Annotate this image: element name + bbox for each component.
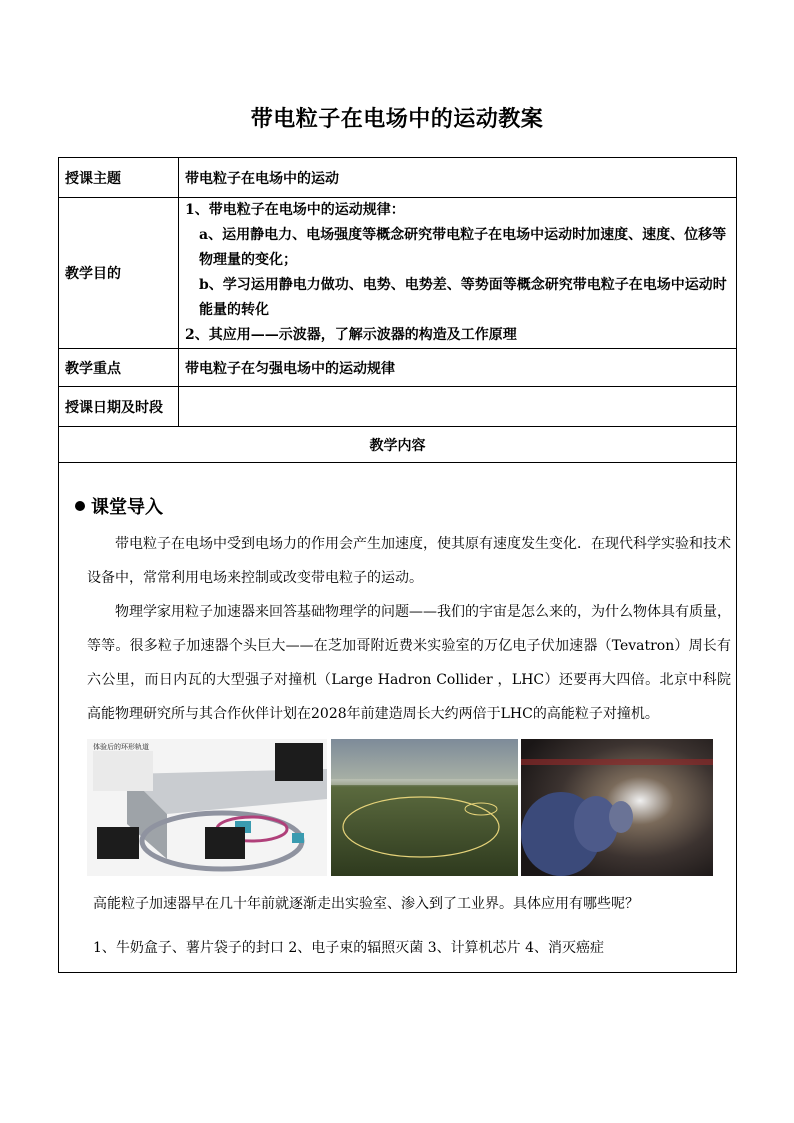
lesson-plan-table [58, 157, 737, 973]
topic-value: 带电粒子在电场中的运动 [179, 158, 737, 198]
objective-line: b、学习运用静电力做功、电势、电势差、等势面等概念研究带电粒子在电场中运动时 [199, 277, 727, 293]
objectives-row [59, 198, 737, 349]
objectives-cell [179, 198, 737, 349]
focus-row [59, 349, 737, 387]
accelerator-diagram-image [87, 739, 327, 876]
objectives-label: 教学目的 [59, 198, 179, 349]
focus-value: 带电粒子在匀强电场中的运动规律 [179, 349, 737, 387]
focus-label: 教学重点 [59, 349, 179, 387]
bullet-icon [75, 501, 85, 511]
page-title: 带电粒子在电场中的运动教案 [250, 106, 544, 132]
content-header-row [59, 427, 737, 463]
diagram-caption: 体验后的环形轨道 [93, 743, 149, 751]
intro-paragraph: 带电粒子在电场中受到电场力的作用会产生加速度，使其原有速度发生变化．在现代科学实验和技术设备中，常常利用电场来控制或改变带电粒子的运动。 [87, 536, 731, 586]
objective-line: 1、带电粒子在电场中的运动规律： [185, 202, 405, 218]
content-label: 教学内容 [59, 427, 737, 463]
objective-line: 物理量的变化； [199, 252, 297, 268]
topic-row [59, 158, 737, 198]
objective-line: 2、其应用——示波器，了解示波器的构造及工作原理 [185, 327, 517, 343]
tunnel-photo [521, 739, 713, 876]
aerial-ring-photo [331, 739, 518, 876]
date-row [59, 387, 737, 427]
date-value [179, 387, 737, 427]
objective-line: a、运用静电力、电场强度等概念研究带电粒子在电场中运动时加速度、速度、位移等 [199, 227, 727, 243]
industry-paragraph: 高能粒子加速器早在几十年前就逐渐走出实验室、渗入到了工业界。具体应用有哪些呢？ [93, 896, 639, 912]
section-heading [75, 493, 163, 519]
content-cell [59, 463, 737, 973]
applications-list: 1、牛奶盒子、薯片袋子的封口 2、电子束的辐照灭菌 3、计算机芯片 4、消灭癌症 [93, 940, 604, 956]
topic-label: 授课主题 [59, 158, 179, 198]
objective-line: 能量的转化 [199, 302, 269, 318]
content-row [59, 463, 737, 973]
accelerator-paragraph: 物理学家用粒子加速器来回答基础物理学的问题——我们的宇宙是怎么来的，为什么物体具有质量，等等。很多粒子加速器个头巨大——在芝加哥附近费米实验室的万亿电子伏加速器（Tevatron）周长有六公里，而日内瓦的大型强子对撞机（Large Hadron Collider ，LHC）还要再大四倍。北京中科院高能物理研究所与其合作伙伴计划在2028年前建造周长大约两倍于LHC的高能粒子对撞机。 [87, 604, 731, 722]
date-label: 授课日期及时段 [59, 387, 179, 427]
section-heading-text: 课堂导入 [91, 497, 163, 518]
